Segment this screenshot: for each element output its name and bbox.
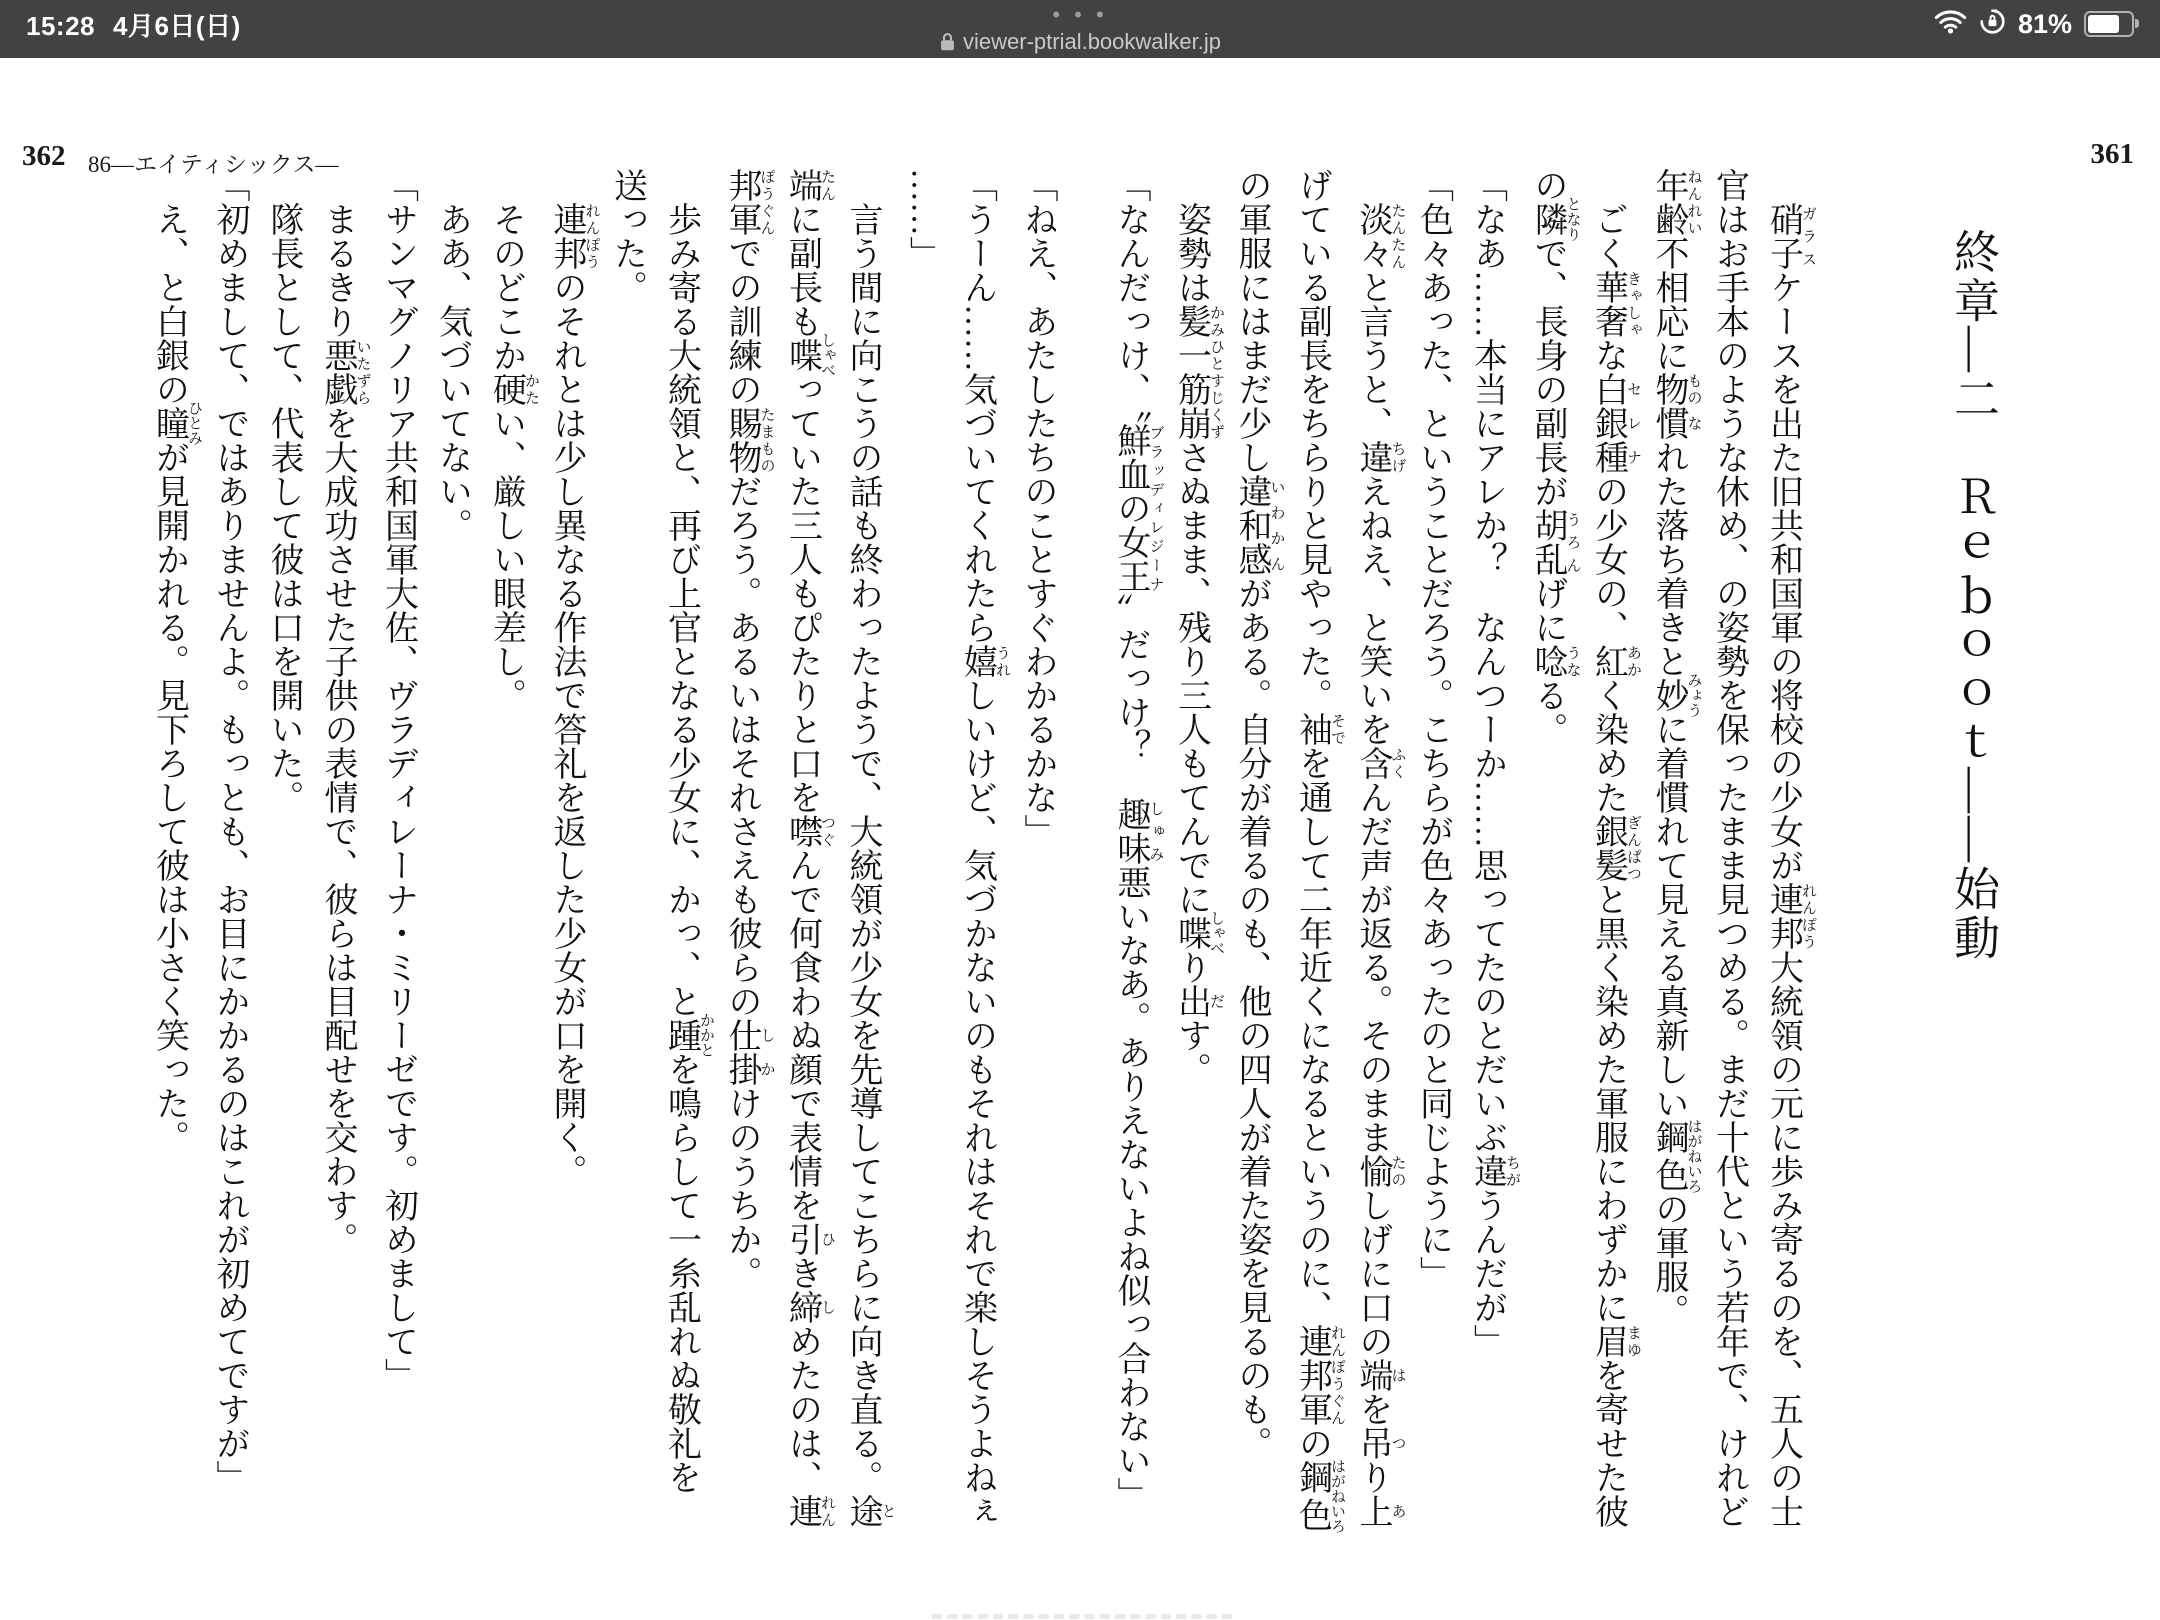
text-column: 年齢ねんれい不相応に物もの慣なれた落ち着きと妙みょうに着慣れて見える真新しい鋼色はがねいろの軍服。 xyxy=(1650,168,1702,1328)
lock-icon xyxy=(939,32,956,52)
text-column: 姿勢は髪一筋崩かみひとすじくずさぬまま、残り三人もてんでに喋しゃべり出だす。 xyxy=(1172,168,1224,1086)
text-column: 邦軍ぽうぐんでの訓練の賜物たまものだろう。あるいはそれさえも彼らの仕掛しかけのうちか。 xyxy=(723,168,775,1290)
text-column: 隊長として、代表して彼は口を開いた。 xyxy=(265,168,302,814)
text-column: 「なあ……本当にアレか？ なんつーか……思ってたのとだいぶ違ちがうんだが」 xyxy=(1468,168,1520,1358)
text-column: 連邦れんぽうのそれとは少し異なる作法で答礼を返した少女が口を開く。 xyxy=(548,202,600,1188)
text-column: 端たんに副長も喋しゃべっていた三人もぴたりと口を噤つぐんで何食わぬ顔で表情を引ひき締しめたのは、連れん xyxy=(783,168,835,1528)
text-column: 淡々たんたんと言うと、違ちげえねえ、と笑いを含ふくんだ声が返る。そのまま愉たのしげに口の端はを吊つり上あ xyxy=(1354,202,1406,1528)
text-column: まるきり悪戯いたずらを大成功させた子供の表情で、彼らは目配せを交わす。 xyxy=(319,168,371,1256)
page-number-left: 362 xyxy=(22,140,66,172)
url-domain: viewer-ptrial.bookwalker.jp xyxy=(963,29,1221,54)
text-column: 送った。 xyxy=(608,168,646,304)
text-column: げている副長をちらりと見やった。袖そでを通して二年近くになるというのに、連邦軍れんぽうぐんの鋼色はがねいろ xyxy=(1293,168,1345,1534)
left-page-text xyxy=(150,168,1064,1568)
text-column: 硝子ガラスケースを出た旧共和国軍の将校の少女が連邦れんぽう大統領の元に歩み寄るのを、五人の士 xyxy=(1764,202,1816,1528)
text-column: ああ、気づいてない。 xyxy=(433,168,471,542)
text-column: 「ねえ、あたしたちのことすぐわかるかな」 xyxy=(1019,168,1056,848)
text-column: ……」 xyxy=(904,168,942,270)
browser-address-bar[interactable] xyxy=(0,29,2160,55)
battery-percentage: 81% xyxy=(2017,8,2072,39)
text-column: 「サンマグノリア共和国軍大佐、ヴラディレーナ・ミリーゼです。初めまして」 xyxy=(379,168,417,1392)
text-column: 「なんだっけ、〝鮮血の女王ブラッディレジーナ〟だっけ？ 趣味しゅみ悪いなあ。ありえないよね似っ合わない」 xyxy=(1112,168,1164,1511)
text-column: 「初めまして、ではありませんよ。もっとも、お目にかかるのはこれが初めてですが」 xyxy=(211,168,248,1494)
running-head-book-title: 86—エイティシックス— xyxy=(88,152,339,177)
multitask-dots-icon: • • • xyxy=(1052,2,1108,27)
text-column: そのどこか硬かたい、厳しい眼差し。 xyxy=(487,168,539,712)
text-column: え、と白銀の瞳ひとみが見開かれる。見下ろして彼は小さく笑った。 xyxy=(150,168,202,1154)
text-column: 歩み寄る大統領と、再び上官となる少女に、かっ、と踵かかとを鳴らして一糸乱れぬ敬礼を xyxy=(662,168,714,1494)
date: 4月6日(日) xyxy=(113,11,241,41)
page-number-right: 361 xyxy=(2090,138,2134,170)
text-column: の軍服にはまだ少し違和感いわかんがある。自分が着るのも、他の四人が着た姿を見るのも。 xyxy=(1233,168,1285,1460)
right-page-text xyxy=(1112,168,1816,1568)
chapter-title: 終章―二 Ｒｅｂｏｏｔ――始動 xyxy=(1948,228,1999,963)
text-column: ごく華奢きゃしゃな白銀種セレナの少女の、紅あかく染めた銀髪ぎんぱつと黒く染めた軍服にわずかに眉まゆを寄せた彼 xyxy=(1589,168,1641,1528)
text-column: 「うーん……気づいてくれたら嬉うれしいけど、気づかないのもそれはそれで楽しそうよねぇ xyxy=(958,168,1010,1528)
text-column: 言う間に向こうの話も終わったようで、大統領が少女を先導してこちらに向き直る。途と xyxy=(844,168,896,1528)
reader-progress-dashes xyxy=(932,1614,1232,1619)
clock: 15:28 xyxy=(26,11,95,41)
text-column: の隣となりで、長身の副長が胡乱うろんげに唸うなる。 xyxy=(1529,168,1581,746)
text-column: 官はお手本のような休め、の姿勢を保ったまま見つめる。まだ十代という若年で、けれど xyxy=(1710,168,1748,1528)
status-and-url-bar xyxy=(0,0,2160,58)
text-column: 「色々あった、ということだろう。こちらが色々あったのと同じように」 xyxy=(1414,168,1452,1290)
